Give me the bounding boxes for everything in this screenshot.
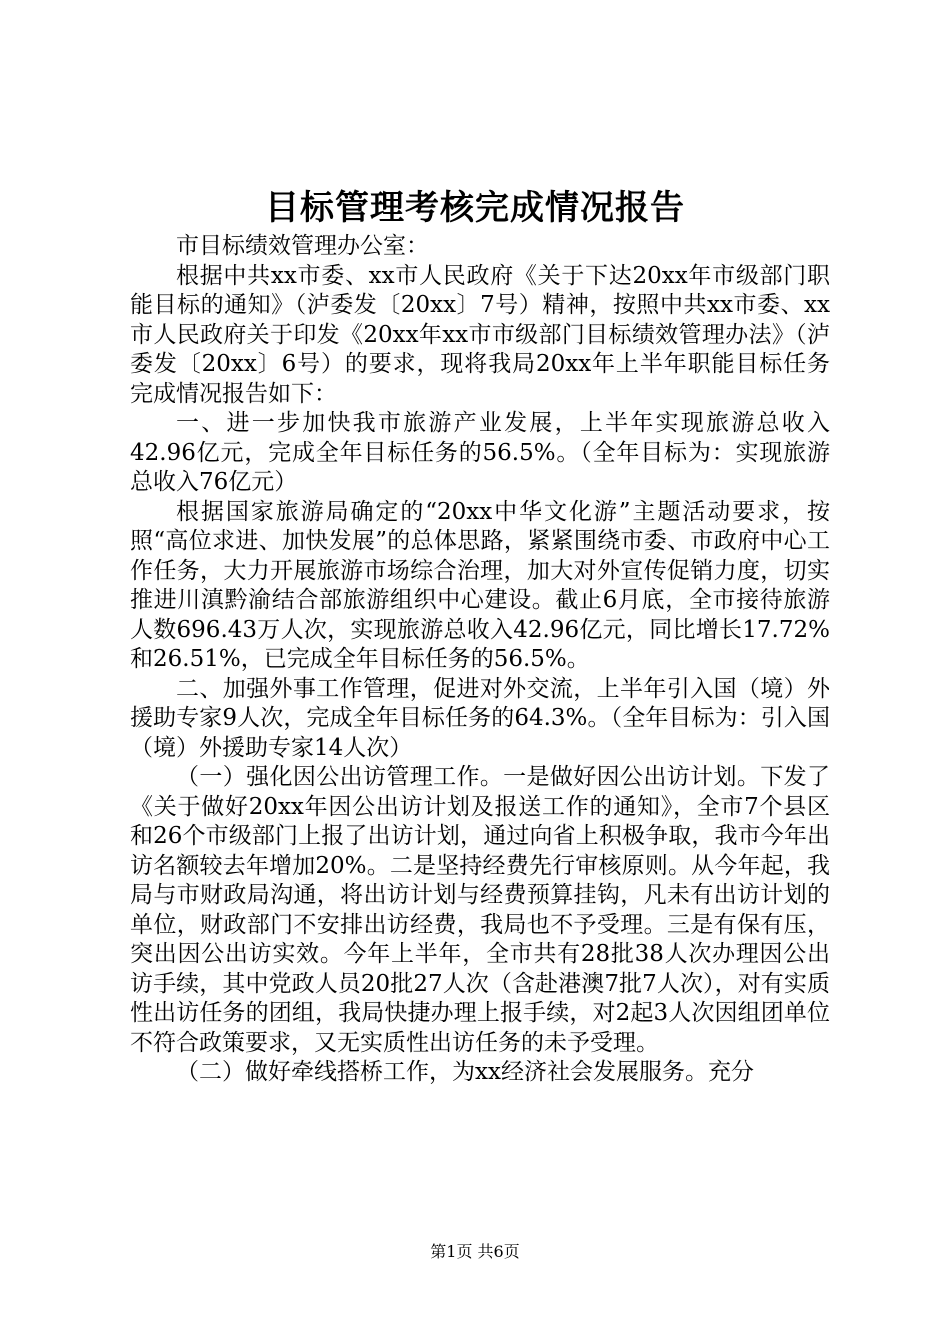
paragraph-tourism-heading: 一、进一步加快我市旅游产业发展，上半年实现旅游总收入42.96亿元，完成全年目标任务的56.5%。（全年目标为：实现旅游总收入76亿元） [130,410,830,495]
page-title: 目标管理考核完成情况报告 [265,188,685,228]
paragraph-bridge-building: （二）做好牵线搭桥工作，为xx经济社会发展服务。充分 [176,1059,754,1085]
paragraph-intro: 根据中共xx市委、xx市人民政府《关于下达20xx年市级部门职能目标的通知》（泸委发〔20xx〕7号）精神，按照中共xx市委、xx市人民政府关于印发《20xx年xx市市级部门目标绩效管理办法》（泸委发〔20xx〕6号）的要求，现将我局20xx年上半年职能目标任务完成情况报告如下： [130,262,830,407]
salutation: 市目标绩效管理办公室： [176,233,429,259]
paragraph-foreign-affairs-heading: 二、加强外事工作管理，促进对外交流，上半年引入国（境）外援助专家9人次，完成全年目标任务的64.3%。（全年目标为：引入国（境）外援助专家14人次） [130,675,830,761]
paragraph-tourism-detail: 根据国家旅游局确定的“20xx中华文化游”主题活动要求，按照“高位求进、加快发展”的总体思路，紧紧围绕市委、市政府中心工作任务，大力开展旅游市场综合治理，加大对外宣传促销力度，切实推进川滇黔渝结合部旅游组织中心建设。截止6月底，全市接待旅游人数696.43万人次，实现旅游总收入42.96亿元，同比增长17.72%和26.51%，已完成全年目标任务的56.5%。 [130,498,830,672]
page-footer: 第1页 共6页 [430,1242,520,1261]
document-body [130,232,830,1088]
paragraph-official-visits: （一）强化因公出访管理工作。一是做好因公出访计划。下发了《关于做好20xx年因公出访计划及报送工作的通知》，全市7个县区和26个市级部门上报了出访计划，通过向省上积极争取，我市今年出访名额较去年增加20%。二是坚持经费先行审核原则。从今年起，我局与市财政局沟通，将出访计划与经费预算挂钩，凡未有出访计划的单位，财政部门不安排出访经费，我局也不予受理。三是有保有压，突出因公出访实效。今年上半年，全市共有28批38人次办理因公出访手续，其中党政人员20批27人次（含赴港澳7批7人次），对有实质性出访任务的团组，我局快捷办理上报手续，对2起3人次因组团单位不符合政策要求，又无实质性出访任务的未予受理。 [130,764,830,1056]
